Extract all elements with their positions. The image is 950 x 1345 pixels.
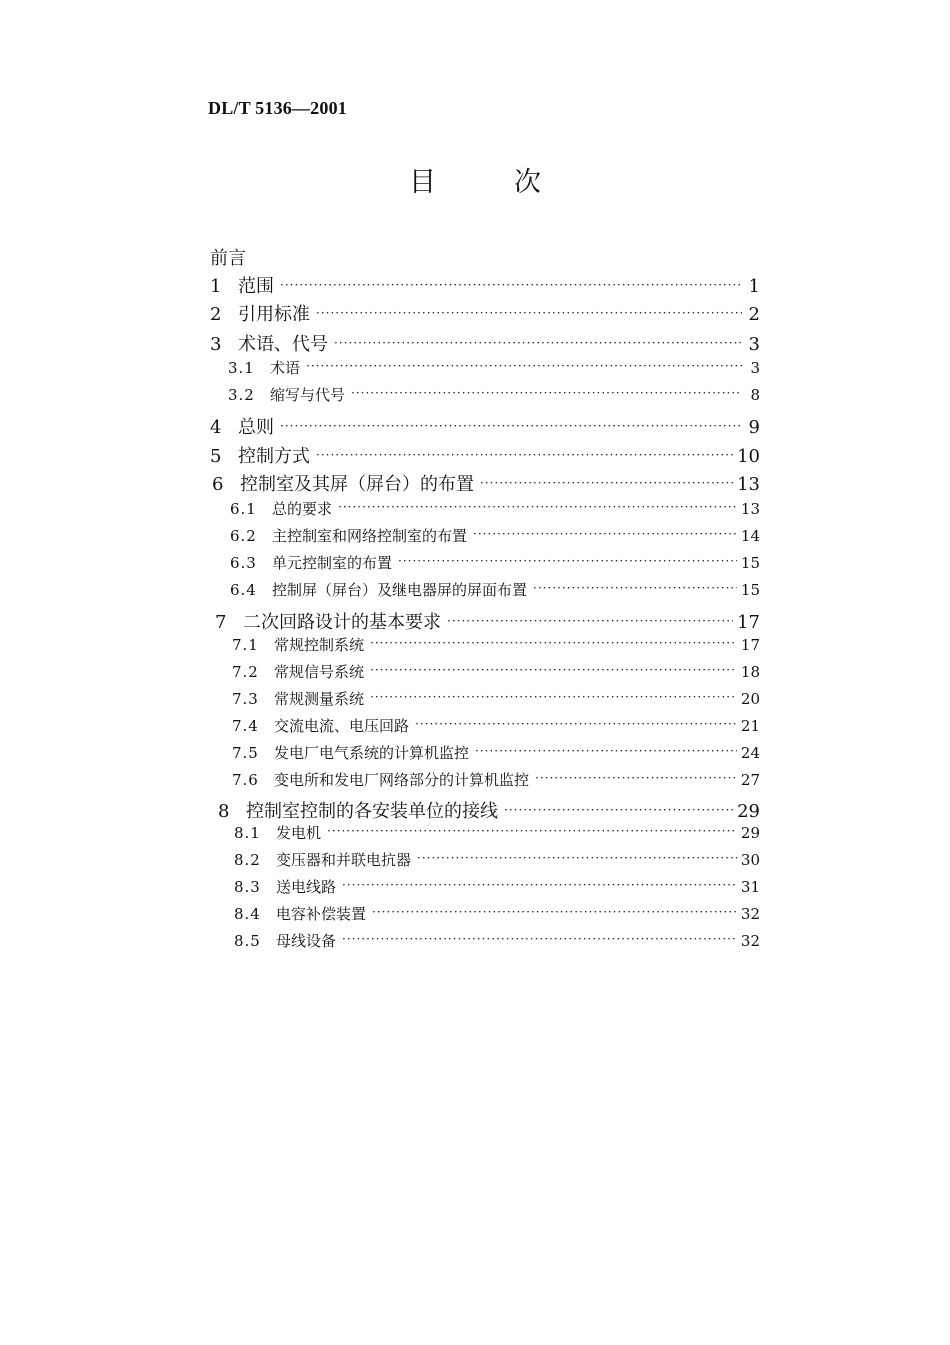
toc-entry-number: 2 [210, 304, 222, 325]
toc-entry[interactable] [232, 661, 760, 682]
toc-entry-page: 29 [737, 801, 760, 822]
toc-entry-number: 7.5 [232, 744, 259, 762]
toc-entry-page: 14 [740, 527, 760, 545]
toc-entry[interactable] [234, 849, 760, 870]
toc-entry[interactable] [228, 384, 760, 405]
toc-entry-title: 二次回路设计的基本要求 [243, 612, 441, 633]
toc-entry-title: 控制屏（屏台）及继电器屏的屏面布置 [272, 581, 528, 599]
toc-entry-page: 1 [748, 276, 760, 297]
toc-entry-title: 控制室及其屏（屏台）的布置 [240, 474, 474, 495]
toc-entry-title: 控制方式 [238, 446, 310, 467]
toc-entry-title: 总则 [238, 417, 274, 438]
toc-dot-leader [351, 386, 742, 400]
toc-entry-page: 18 [740, 663, 760, 681]
toc-preface-label: 前言 [210, 248, 246, 269]
toc-entry-page: 9 [748, 417, 760, 438]
toc-entry[interactable] [215, 608, 760, 634]
toc-entry-number: 8.5 [234, 932, 261, 950]
toc-entry[interactable] [228, 357, 760, 378]
toc-entry[interactable] [232, 769, 760, 790]
toc-dot-leader [338, 500, 737, 514]
toc-entry-page: 15 [740, 554, 760, 572]
toc-entry-page: 17 [740, 636, 760, 654]
toc-dot-leader [280, 419, 742, 433]
toc-dot-leader [370, 663, 737, 677]
toc-entry[interactable] [234, 876, 760, 897]
toc-entry-page: 15 [740, 581, 760, 599]
toc-entry-number: 8.3 [234, 878, 261, 896]
toc-dot-leader [316, 306, 742, 320]
toc-entry-page: 24 [740, 744, 760, 762]
toc-entry[interactable] [210, 300, 760, 326]
toc-entry-number: 7.3 [232, 690, 259, 708]
toc-dot-leader [334, 336, 742, 350]
toc-entry-number: 6.4 [230, 581, 257, 599]
toc-entry-number: 1 [210, 276, 222, 297]
toc-entry-page: 10 [737, 446, 760, 467]
toc-entry-title: 变压器和并联电抗器 [276, 851, 412, 869]
toc-dot-leader [473, 527, 737, 541]
toc-entry-number: 8.4 [234, 905, 261, 923]
toc-entry[interactable] [232, 715, 760, 736]
toc-entry-title: 变电所和发电厂网络部分的计算机监控 [274, 771, 530, 789]
toc-entry-number: 6.1 [230, 500, 257, 518]
toc-entry-title: 引用标准 [238, 304, 310, 325]
toc-entry-number: 6.2 [230, 527, 257, 545]
toc-entry-title: 主控制室和网络控制室的布置 [272, 527, 468, 545]
toc-entry-page: 32 [740, 905, 760, 923]
toc-entry-page: 13 [740, 500, 760, 518]
toc-entry-number: 5 [210, 446, 222, 467]
toc-entry[interactable] [230, 579, 760, 600]
toc-entry-number: 7.2 [232, 663, 259, 681]
toc-entry-page: 27 [740, 771, 760, 789]
toc-dot-leader [342, 932, 737, 946]
toc-entry-title: 控制室控制的各安装单位的接线 [246, 801, 498, 822]
toc-entry-number: 8 [218, 801, 230, 822]
toc-entry-page: 21 [740, 717, 760, 735]
toc-entry-page: 2 [748, 304, 760, 325]
toc-entry-number: 7.4 [232, 717, 259, 735]
toc-dot-leader [342, 878, 737, 892]
toc-entry[interactable] [232, 742, 760, 763]
toc-entry-page: 32 [740, 932, 760, 950]
toc-entry-number: 6.3 [230, 554, 257, 572]
toc-entry-page: 3 [750, 359, 760, 377]
toc-entry-number: 7 [215, 612, 227, 633]
toc-entry-title: 总的要求 [272, 500, 333, 518]
toc-entry-title: 缩写与代号 [270, 386, 346, 404]
toc-entry[interactable] [230, 552, 760, 573]
toc-entry[interactable] [210, 413, 760, 439]
toc-dot-leader [370, 690, 737, 704]
toc-dot-leader [372, 905, 737, 919]
toc-entry-page: 8 [750, 386, 760, 404]
toc-entry-number: 3.1 [228, 359, 255, 377]
toc-entry-page: 3 [748, 334, 760, 355]
toc-entry-number: 3.2 [228, 386, 255, 404]
toc-entry-title: 常规控制系统 [274, 636, 365, 654]
toc-entry-number: 8.1 [234, 824, 261, 842]
toc-entry[interactable] [230, 498, 760, 519]
toc-entry[interactable] [210, 442, 760, 468]
toc-entry[interactable] [230, 525, 760, 546]
toc-entry-page: 17 [737, 612, 760, 633]
toc-dot-leader [316, 448, 733, 462]
toc-entry-number: 4 [210, 417, 222, 438]
toc-entry-page: 31 [740, 878, 760, 896]
toc-entry-title: 母线设备 [276, 932, 337, 950]
toc-entry[interactable] [232, 634, 760, 655]
toc-entry-number: 7.1 [232, 636, 259, 654]
toc-entry[interactable] [210, 272, 760, 298]
toc-dot-leader [306, 359, 742, 373]
toc-dot-leader [480, 476, 733, 490]
toc-dot-leader [447, 614, 733, 628]
toc-dot-leader [370, 636, 737, 650]
toc-dot-leader [415, 717, 737, 731]
toc-dot-leader [533, 581, 737, 595]
toc-entry-page: 30 [740, 851, 760, 869]
toc-dot-leader [535, 771, 737, 785]
toc-entry-number: 7.6 [232, 771, 259, 789]
toc-entry-number: 8.2 [234, 851, 261, 869]
toc-entry-title: 交流电流、电压回路 [274, 717, 410, 735]
toc-dot-leader [327, 824, 737, 838]
toc-entry-title: 常规信号系统 [274, 663, 365, 681]
toc-entry[interactable] [234, 822, 760, 843]
toc-entry[interactable] [232, 688, 760, 709]
toc-entry-title: 范围 [238, 276, 274, 297]
document-code: DL/T 5136—2001 [208, 98, 347, 118]
toc-entry[interactable] [212, 470, 760, 496]
toc-entry-title: 电容补偿装置 [276, 905, 367, 923]
toc-entry-title: 发电厂电气系统的计算机监控 [274, 744, 470, 762]
toc-entry-title: 单元控制室的布置 [272, 554, 393, 572]
toc-entry[interactable] [210, 330, 760, 356]
toc-entry-title: 常规测量系统 [274, 690, 365, 708]
toc-entry[interactable] [218, 797, 760, 823]
toc-entry[interactable] [234, 903, 760, 924]
toc-entry-number: 6 [212, 474, 224, 495]
toc-entry-page: 20 [740, 690, 760, 708]
toc-entry-title: 发电机 [276, 824, 322, 842]
toc-dot-leader [280, 278, 742, 292]
toc-entry-title: 术语 [270, 359, 301, 377]
toc-entry-page: 13 [737, 474, 760, 495]
toc-entry-number: 3 [210, 334, 222, 355]
toc-dot-leader [504, 803, 733, 817]
toc-entry-page: 29 [740, 824, 760, 842]
toc-entry-title: 术语、代号 [238, 334, 328, 355]
toc-dot-leader [398, 554, 737, 568]
toc-dot-leader [417, 851, 737, 865]
toc-entry[interactable] [234, 930, 760, 951]
toc-entry-title: 送电线路 [276, 878, 337, 896]
toc-dot-leader [475, 744, 737, 758]
toc-title: 目次 [409, 167, 619, 198]
